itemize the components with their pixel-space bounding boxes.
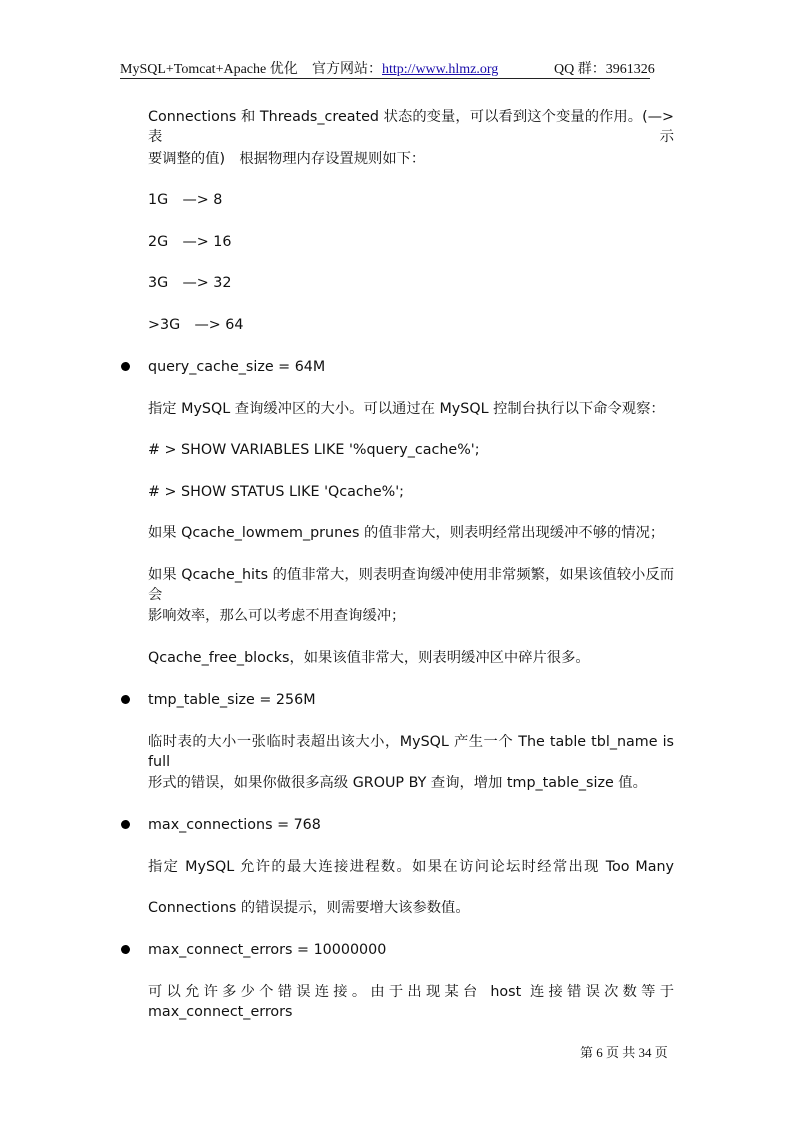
bullet-icon (121, 945, 130, 954)
paragraph-line: Qcache_free_blocks，如果该值非常大，则表明缓冲区中碎片很多。 (148, 650, 590, 666)
rule-line: 1G —> 8 (148, 192, 223, 208)
code-line: # > SHOW VARIABLES LIKE '%query_cache%'; (148, 442, 480, 458)
setting-heading: max_connect_errors = 10000000 (148, 942, 387, 958)
setting-heading: tmp_table_size = 256M (148, 692, 316, 708)
rule-line: 3G —> 32 (148, 275, 232, 291)
setting-heading: query_cache_size = 64M (148, 359, 326, 375)
rule-line: 2G —> 16 (148, 234, 232, 250)
paragraph-line: 如果 Qcache_hits 的值非常大，则表明查询缓冲使用非常频繁，如果该值较小反而会 (148, 567, 674, 603)
paragraph-line: Connections 的错误提示，则需要增大该参数值。 (148, 900, 470, 916)
header-qq: QQ 群：3961326 (554, 62, 655, 77)
paragraph-line: 指定 MySQL 允许的最大连接进程数。如果在访问论坛时经常出现 Too Many (148, 859, 674, 875)
paragraph-line: 指定 MySQL 查询缓冲区的大小。可以通过在 MySQL 控制台执行以下命令观察： (148, 401, 665, 417)
header-site-link[interactable]: http://www.hlmz.org (382, 62, 499, 77)
page-number: 第 6 页 共 34 页 (580, 1045, 668, 1060)
paragraph-line: 如果 Qcache_lowmem_prunes 的值非常大，则表明经常出现缓冲不够的情况； (148, 525, 665, 541)
paragraph-line: 影响效率，那么可以考虑不用查询缓冲； (148, 608, 406, 624)
rule-line: >3G —> 64 (148, 317, 244, 333)
paragraph-line: 要调整的值) 根据物理内存设置规则如下： (148, 151, 426, 167)
paragraph-line: 临时表的大小一张临时表超出该大小，MySQL 产生一个 The table tbl_name is full (148, 734, 674, 770)
paragraph-line: Connections 和 Threads_created 状态的变量，可以看到这个变量的作用。(—>表示 (148, 109, 674, 145)
bullet-icon (121, 695, 130, 704)
paragraph-line: 可以允许多少个错误连接。由于出现某台 host 连接错误次数等于 max_connect_errors (148, 984, 674, 1020)
bullet-icon (121, 820, 130, 829)
header-site-label: 官方网站： (312, 62, 382, 77)
bullet-icon (121, 362, 130, 371)
header-title: MySQL+Tomcat+Apache 优化 (120, 62, 298, 77)
code-line: # > SHOW STATUS LIKE 'Qcache%'; (148, 484, 404, 500)
paragraph-line: 形式的错误，如果你做很多高级 GROUP BY 查询，增加 tmp_table_size 值。 (148, 775, 647, 791)
setting-heading: max_connections = 768 (148, 817, 321, 833)
